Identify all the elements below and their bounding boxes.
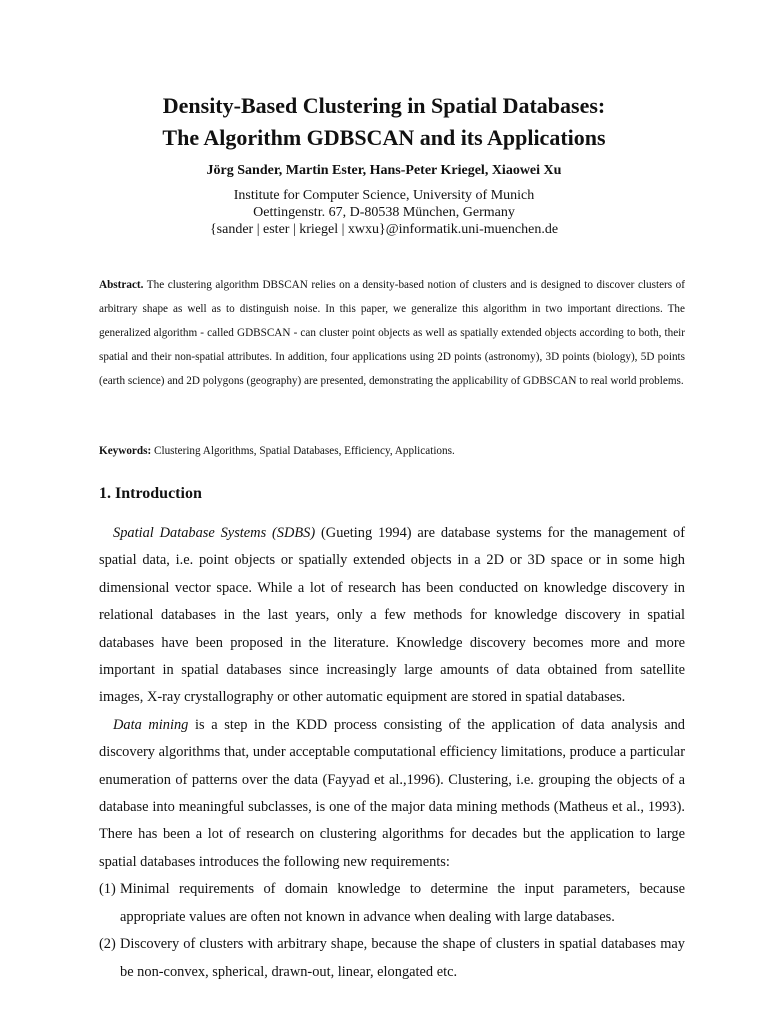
abstract xyxy=(99,273,685,393)
paragraph-1 xyxy=(99,520,685,712)
list-item-text: Minimal requirements of domain knowledge to determine the input parameters, because appropriate values are often not known in advance when dealing with large databases. xyxy=(120,881,685,925)
requirements-list xyxy=(99,876,685,986)
paragraph-2 xyxy=(99,712,685,876)
list-item xyxy=(99,876,685,931)
keywords xyxy=(99,442,685,460)
affiliation-emails: {sander | ester | kriegel | xwxu}@informatik.uni-muenchen.de xyxy=(209,222,559,237)
affiliation-institute: Institute for Computer Science, University of Munich xyxy=(233,188,535,203)
list-item-number: (1) xyxy=(99,881,116,898)
list-item xyxy=(99,931,685,986)
paper-title-line-2: The Algorithm GDBSCAN and its Applications xyxy=(162,125,606,150)
list-item-number: (2) xyxy=(99,936,116,953)
paper-title-line-1: Density-Based Clustering in Spatial Databases: xyxy=(162,93,606,118)
author-list: Jörg Sander, Martin Ester, Hans-Peter Kriegel, Xiaowei Xu xyxy=(206,163,562,178)
keywords-text: Clustering Algorithms, Spatial Databases, Efficiency, Applications. xyxy=(154,445,455,457)
term-data-mining: Data mining xyxy=(113,716,189,733)
paragraph-1-text: (Gueting 1994) are database systems for the management of spatial data, i.e. point objects or spatially extended objects in a 2D or 3D space or in some high dimensional vector space. While a lot of research has been conducted on knowledge discovery in relational databases in the last years, only a few methods for knowledge discovery in spatial databases have been proposed in the literature. Knowledge discovery becomes more and more important in spatial databases since increasingly large amounts of data obtained from satellite images, X-ray crystallography or other automatic equipment are stored in spatial databases. xyxy=(99,525,685,706)
term-sdbs: Spatial Database Systems (SDBS) xyxy=(113,525,316,541)
keywords-label: Keywords: xyxy=(99,445,152,457)
abstract-label: Abstract. xyxy=(99,279,144,291)
section-body xyxy=(99,520,685,986)
abstract-text: The clustering algorithm DBSCAN relies on a density-based notion of clusters and is designed to discover clusters of arbitrary shape as well as to distinguish noise. In this paper, we generalize this algorithm in two important directions. The generalized algorithm - called GDBSCAN - can cluster point objects as well as spatially extended objects according to both, their spatial and their non-spatial attributes. In addition, four applications using 2D points (astronomy), 3D points (biology), 5D points (earth science) and 2D polygons (geography) are presented, demonstrating the applicability of GDBSCAN to real world problems. xyxy=(99,279,685,387)
section-heading: 1. Introduction xyxy=(99,485,202,502)
affiliation-address: Oettingenstr. 67, D-80538 München, Germany xyxy=(253,205,515,220)
paragraph-2-text: is a step in the KDD process consisting of the application of data analysis and discovery algorithms that, under acceptable computational efficiency limitations, produce a particular enumeration of patterns over the data (Fayyad et al.,1996). Clustering, i.e. grouping the objects of a database into meaningful subclasses, is one of the major data mining methods (Matheus et al., 1993). There has been a lot of research on clustering algorithms for decades but the application to large spatial databases introduces the following new requirements: xyxy=(99,716,685,870)
list-item-text: Discovery of clusters with arbitrary shape, because the shape of clusters in spatial databases may be non-convex, spherical, drawn-out, linear, elongated etc. xyxy=(120,936,685,980)
